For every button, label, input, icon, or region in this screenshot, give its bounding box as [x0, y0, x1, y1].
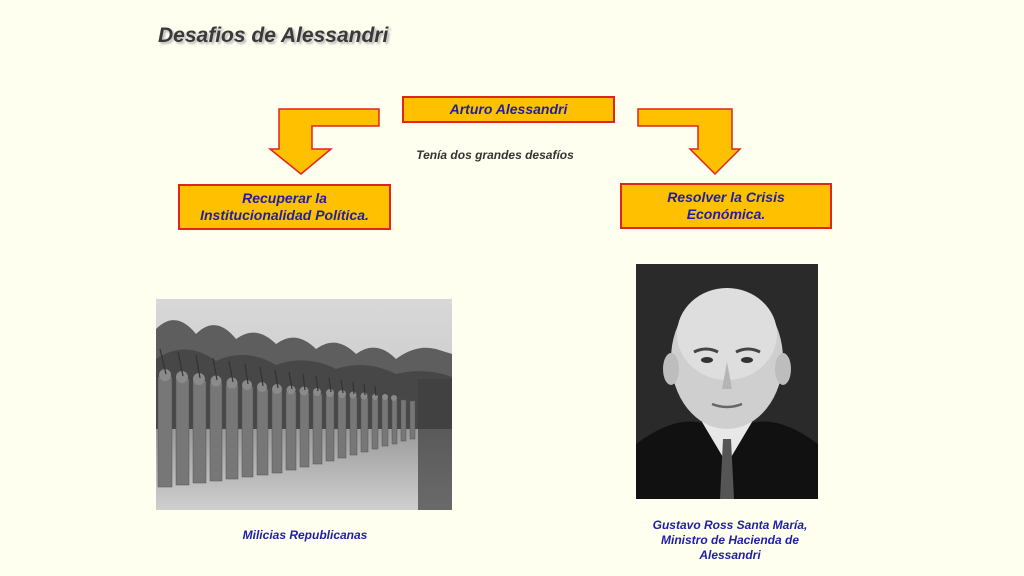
recuperar-line1: Recuperar la [242, 190, 327, 206]
left-down-arrow-icon [268, 107, 382, 177]
right-down-arrow-icon [636, 107, 742, 177]
militia-caption: Milicias Republicanas [242, 528, 368, 542]
portrait-caption-line2: Ministro de Hacienda de [660, 533, 800, 547]
arturo-alessandri-box [402, 96, 615, 123]
slide-title: Desafios de Alessandri [158, 24, 389, 47]
portrait-caption-line3: Alessandri [699, 548, 761, 562]
gustavo-ross-portrait [636, 264, 818, 499]
portrait-caption [630, 518, 830, 563]
resolver-line1: Resolver la Crisis [667, 189, 785, 205]
militia-photo [156, 299, 452, 510]
recuperar-line2: Institucionalidad Política. [200, 207, 369, 223]
resolver-line2: Económica. [686, 206, 766, 222]
subtitle-text: Tenía dos grandes desafíos [416, 148, 574, 162]
resolver-box [620, 183, 832, 229]
portrait-caption-line1: Gustavo Ross Santa María, [652, 518, 808, 532]
recuperar-box [178, 184, 391, 230]
arturo-alessandri-label: Arturo Alessandri [449, 101, 568, 117]
